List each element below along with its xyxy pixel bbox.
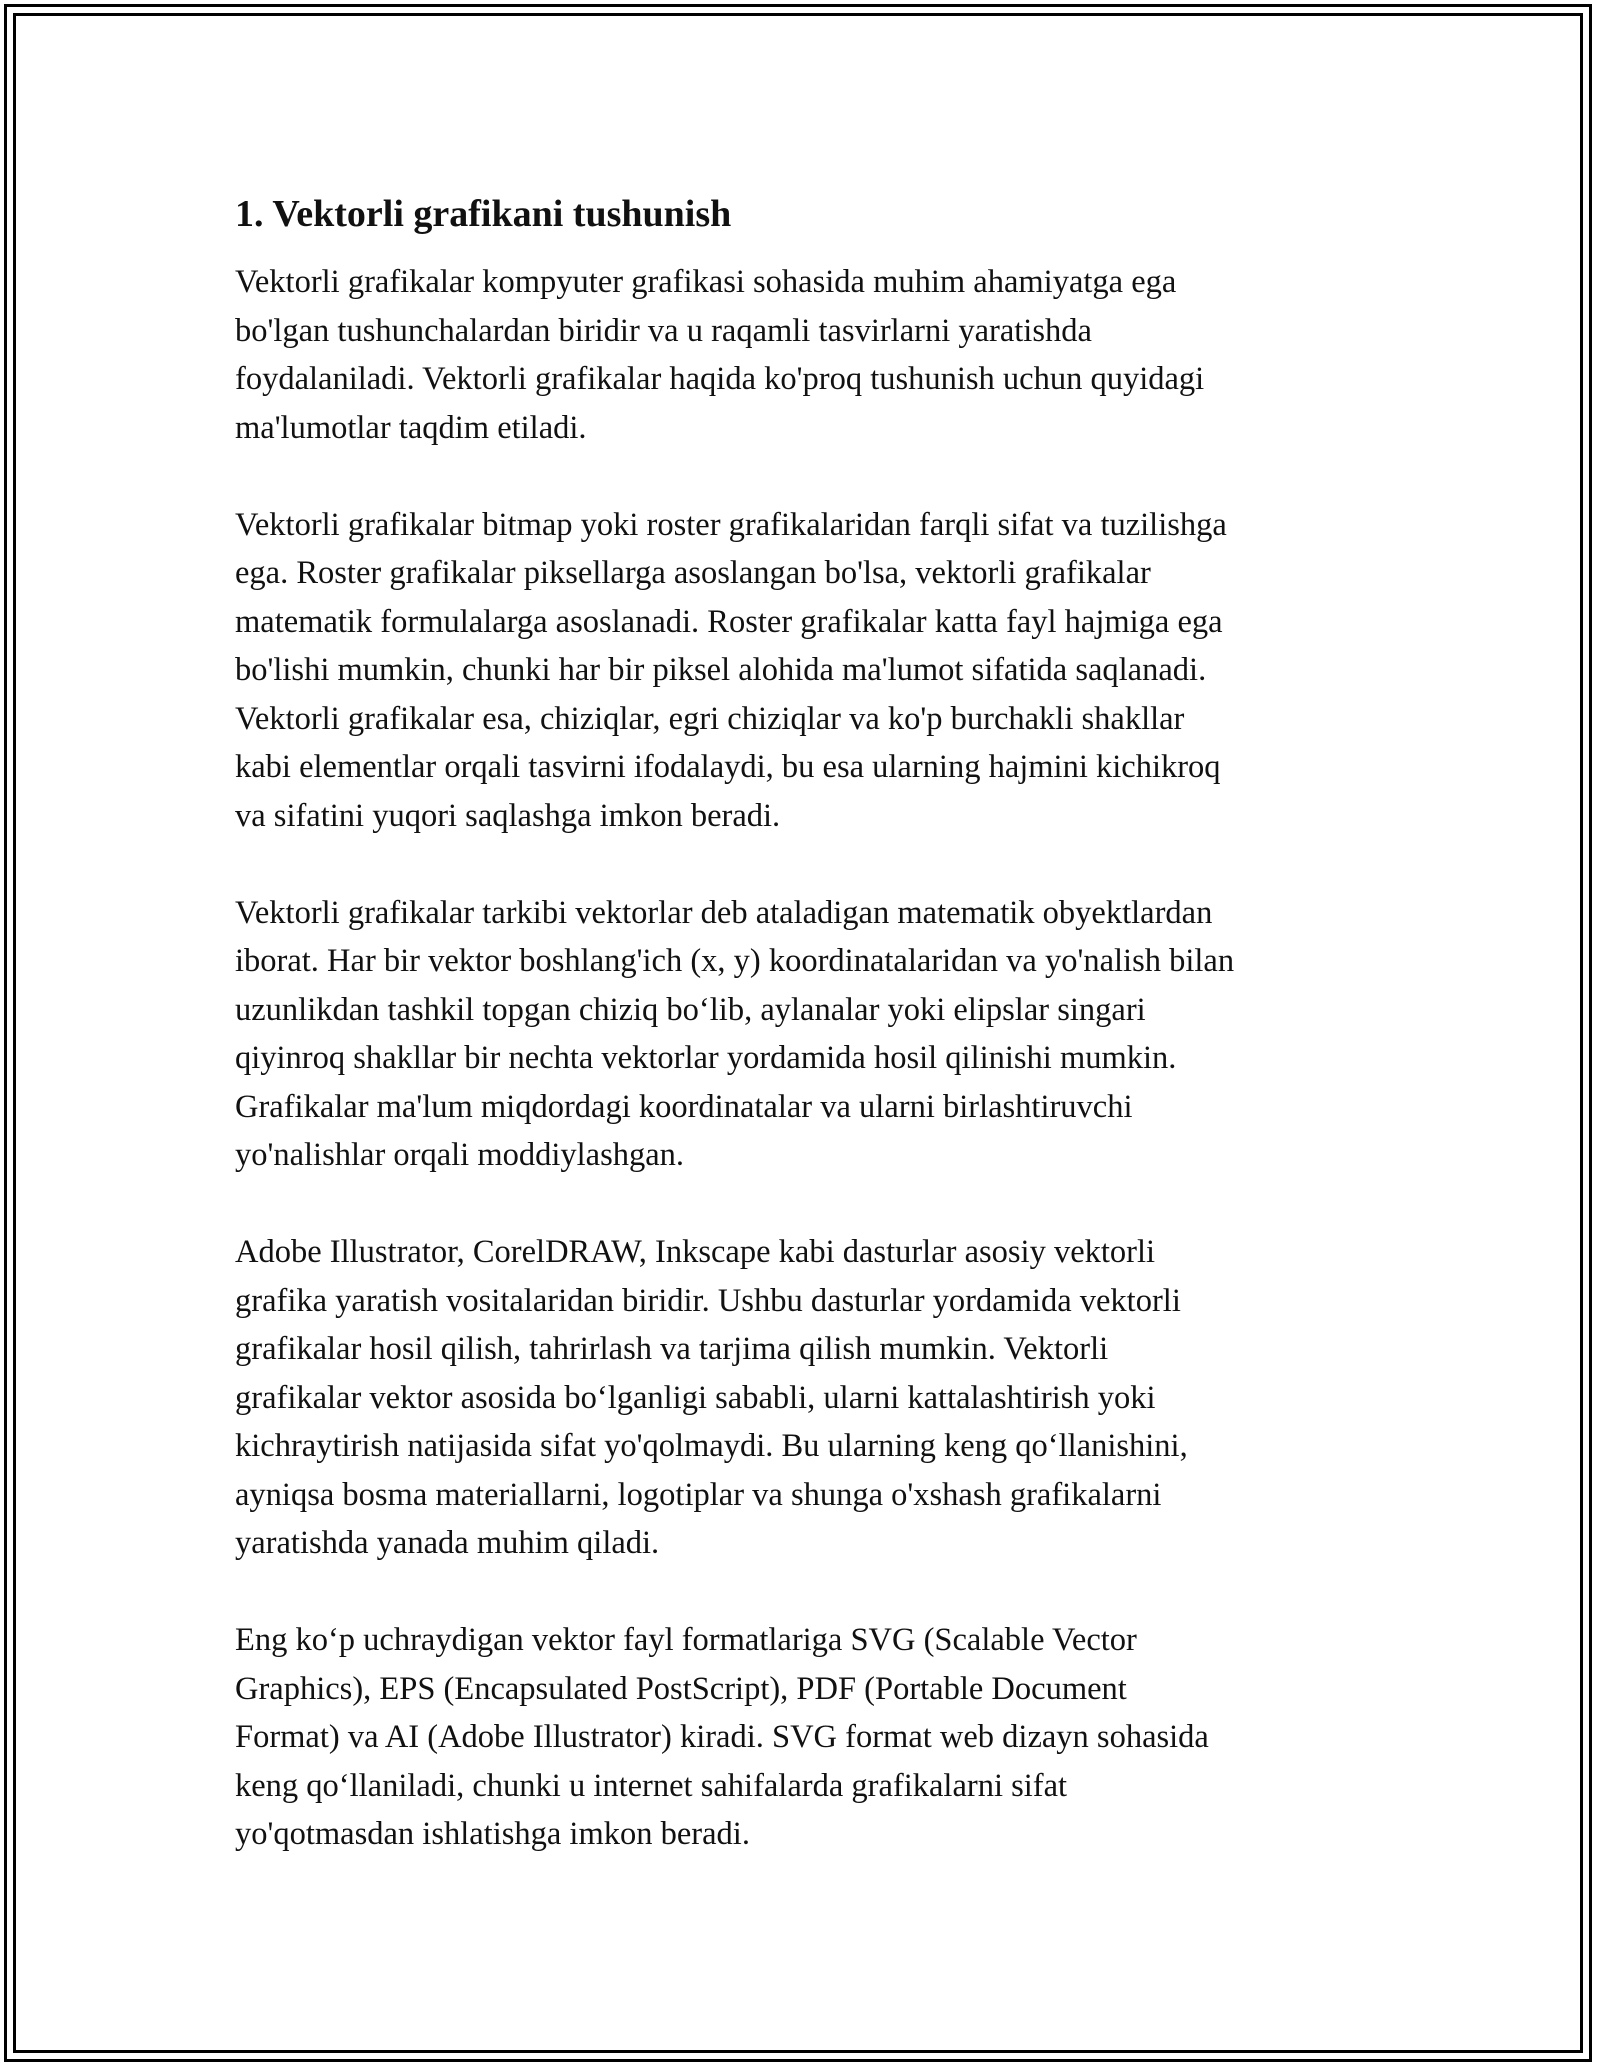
paragraph-software-tools: Adobe Illustrator, CorelDRAW, Inkscape kabi dasturlar asosiy vektorli grafika yaratish vositalaridan biridir. Ushbu dasturlar yordamida vektorli grafikalar hosil qilish, tahrirlash va tarjima qilish mumkin. Vektorli grafikalar vektor asosida bo‘lganligi sababli, ularni kattalashtirish yoki kichraytirish natijasida sifat yo'qolmaydi. Bu ularning keng qo‘llanishini, ayniqsa bosma materiallarni, logotiplar va shunga o'xshash grafikalarni yaratishda yanada muhim qiladi. [235,1234,1188,1561]
section-title: 1. Vektorli grafikani tushunish [235,193,732,235]
paragraph-raster-vs-vector: Vektorli grafikalar bitmap yoki roster grafikalaridan farqli sifat va tuzilishga ega. Roster grafikalar piksellarga asoslangan bo'lsa, vektorli grafikalar matematik formulalarga asoslanadi. Roster grafikalar katta fayl hajmiga ega bo'lishi mumkin, chunki har bir piksel alohida ma'lumot sifatida saqlanadi. Vektorli grafikalar esa, chiziqlar, egri chiziqlar va ko'p burchakli shakllar kabi elementlar orqali tasvirni ifodalaydi, bu esa ularning hajmini kichikroq va sifatini yuqori saqlashga imkon beradi. [235,506,1227,834]
document-body [235,190,1375,1907]
paragraph-intro: Vektorli grafikalar kompyuter grafikasi sohasida muhim ahamiyatga ega bo'lgan tushunchalardan biridir va u raqamli tasvirlarni yaratishda foydalaniladi. Vektorli grafikalar haqida ko'proq tushunish uchun quyidagi ma'lumotlar taqdim etiladi. [235,264,1205,446]
paragraph-file-formats: Eng ko‘p uchraydigan vektor fayl formatlariga SVG (Scalable Vector Graphics), EPS (Encapsulated PostScript), PDF (Portable Document Format) va AI (Adobe Illustrator) kiradi. SVG format web dizayn sohasida keng qo‘llaniladi, chunki u internet sahifalarda grafikalarni sifat yo'qotmasdan ishlatishga imkon beradi. [235,1622,1209,1852]
paragraph-vector-composition: Vektorli grafikalar tarkibi vektorlar deb ataladigan matematik obyektlardan iborat. Har bir vektor boshlang'ich (x, y) koordinatalaridan va yo'nalish bilan uzunlikdan tashkil topgan chiziq bo‘lib, aylanalar yoki elipslar singari qiyinroq shakllar bir nechta vektorlar yordamida hosil qilinishi mumkin. Grafikalar ma'lum miqdordagi koordinatalar va ularni birlashtiruvchi yo'nalishlar orqali moddiylashgan. [235,894,1235,1173]
